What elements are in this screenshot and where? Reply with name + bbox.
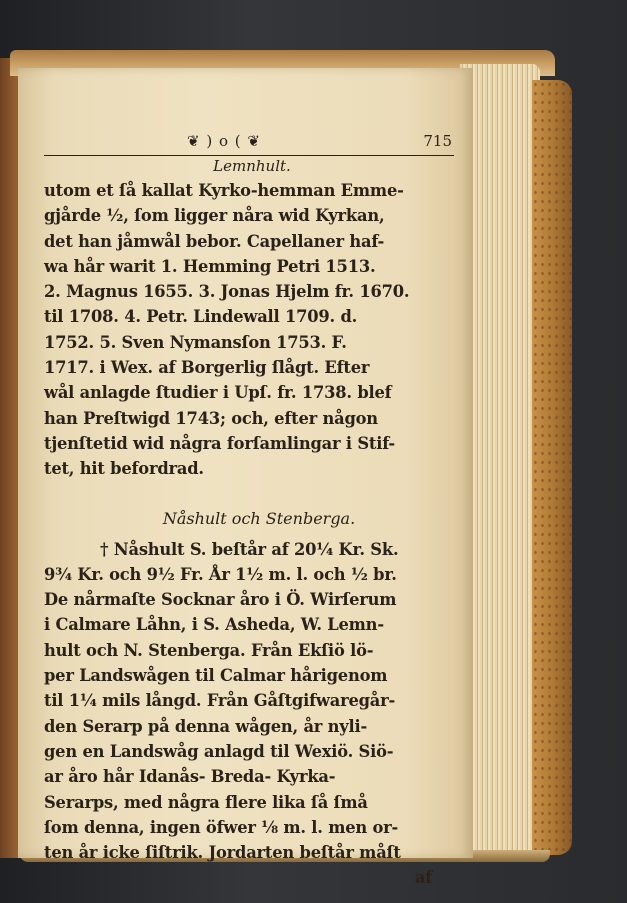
page-header — [44, 132, 454, 152]
text-line: per Landswågen til Calmar hårigenom — [44, 666, 388, 686]
text-line: til 1¼ mils långd. Från Gåſtgifwaregår- — [44, 691, 396, 711]
text-line: ſom denna, ingen öfwer ⅛ m. l. men or- — [44, 817, 399, 837]
text-line: den Serarp på denna wågen, år nyli- — [44, 716, 368, 736]
text-line: ten år icke ſiſtrik. Jordarten beſtår måſt — [44, 843, 401, 863]
catchword: af — [414, 868, 432, 888]
page-number: 715 — [423, 132, 452, 150]
text-line: 1752. 5. Sven Nymansſon 1753. F. — [44, 332, 347, 352]
text-line: 2. Magnus 1655. 3. Jonas Hjelm fr. 1670. — [44, 282, 410, 302]
text-line: 9¾ Kr. och 9½ Fr. År 1½ m. l. och ½ br. — [44, 564, 397, 584]
book-page — [18, 68, 473, 888]
text-line: gjårde ½, ſom ligger nåra wid Kyrkan, — [44, 206, 385, 226]
text-line: hult och N. Stenberga. Från Ekſiö lö- — [44, 640, 374, 660]
open-book — [0, 50, 572, 888]
text-line: De nårmaſte Socknar åro i Ö. Wirſerum — [44, 590, 397, 610]
section-subheading: Nåshult och Stenberga. — [162, 508, 356, 528]
text-line: 1717. i Wex. af Borgerlig ſlågt. Efter — [44, 358, 370, 378]
text-line: gen en Landswåg anlagd til Wexiö. Siö- — [44, 741, 394, 761]
text-line: Serarps, med några flere lika ſå ſmå — [44, 792, 368, 812]
text-line: han Preſtwigd 1743; och, efter någon — [44, 408, 378, 428]
running-head: Lemnhult. — [213, 157, 291, 175]
text-line: wa hår warit 1. Hemming Petri 1513. — [44, 256, 376, 276]
text-line: ar åro hår Idanås- Breda- Kyrka- — [44, 767, 336, 787]
text-line: tjenſtetid wid några forſamlingar i Stif- — [44, 433, 395, 453]
header-ornament: ❦ ) o ( ❦ — [187, 132, 261, 150]
text-line: det han jåmwål bebor. Capellaner haf- — [44, 231, 385, 251]
text-line: † Nåshult S. beſtår af 20¼ Kr. Sk. — [100, 539, 399, 559]
paragraph-1 — [44, 178, 454, 482]
header-rule — [44, 155, 454, 156]
book-fore-edge — [532, 80, 572, 855]
text-line: wål anlagde ſtudier i Upſ. fr. 1738. blef — [44, 383, 392, 403]
text-line: tet, hit befordrad. — [44, 459, 204, 479]
text-line: i Calmare Låhn, i S. Asheda, W. Lemn- — [44, 615, 384, 635]
text-line: til 1708. 4. Petr. Lindewall 1709. d. — [44, 307, 358, 327]
page-text — [44, 132, 454, 891]
text-line: utom et ſå kallat Kyrko-hemman Emme- — [44, 181, 404, 200]
paragraph-2 — [44, 537, 454, 866]
